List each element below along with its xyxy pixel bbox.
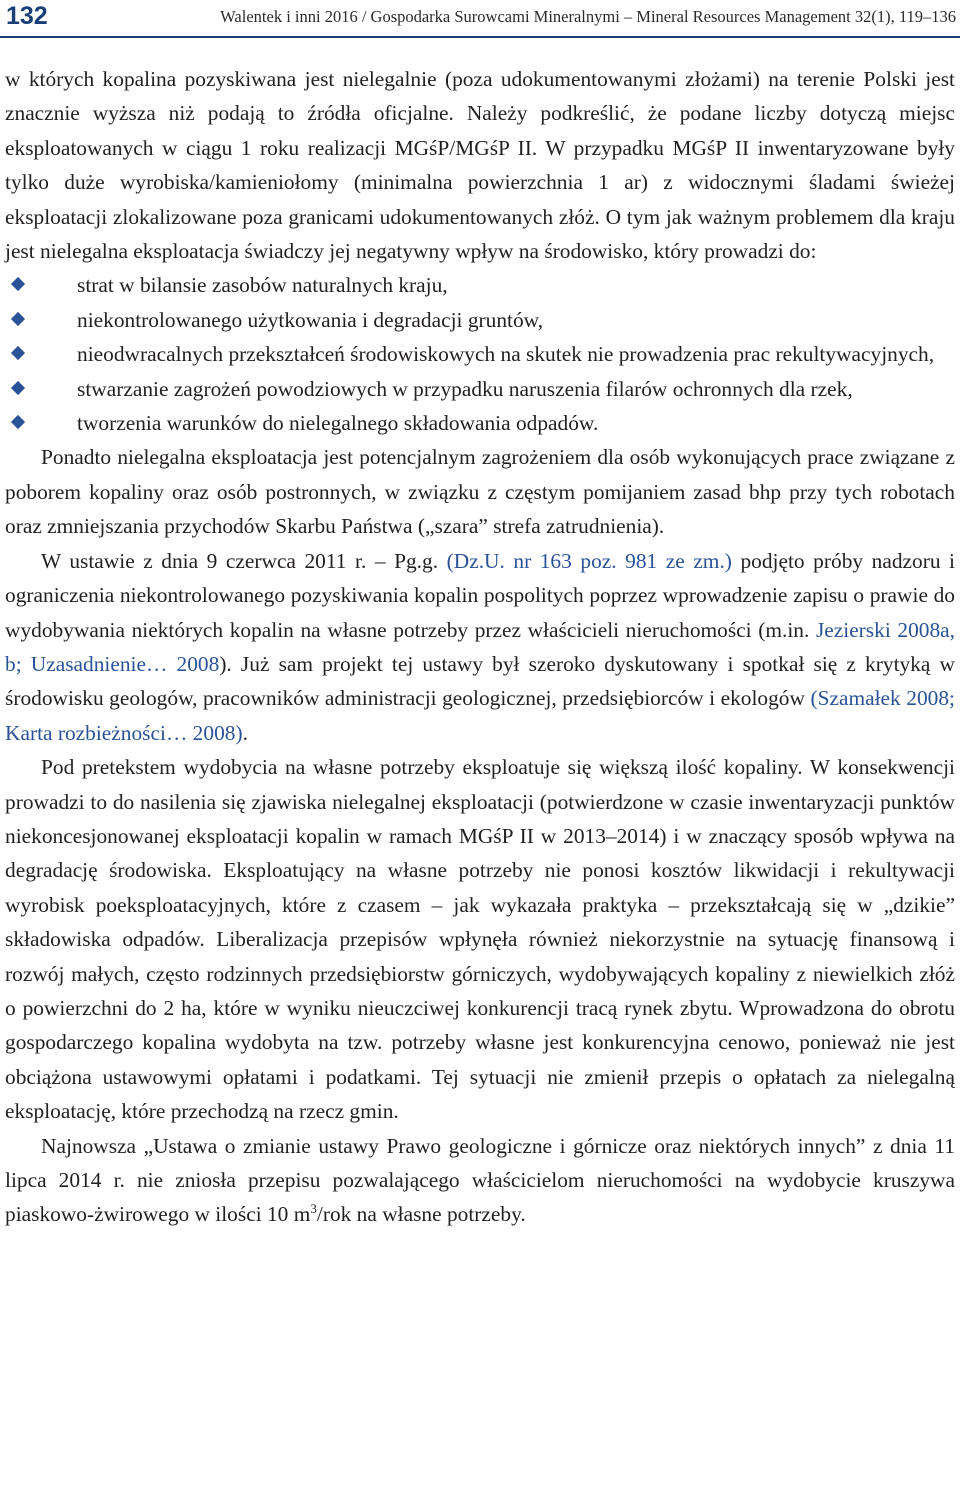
running-title: Walentek i inni 2016 / Gospodarka Surowcami Mineralnymi – Mineral Resources Management 32(1), 119–136 bbox=[220, 7, 956, 26]
paragraph-text: Najnowsza „Ustawa o zmianie ustawy Prawo geologiczne i górnicze oraz niektórych innych” z dnia 11 lipca 2014 r. nie zniosła przepisu pozwalającego właścicielom nieruchomości na wydobycie kruszywa piaskowo-żwirowego w ilości 10 m bbox=[5, 1133, 955, 1227]
paragraph: w których kopalina pozyskiwana jest nielegalnie (poza udokumentowanymi złożami) na terenie Polski jest znacznie wyższa niż podają to źródła oficjalne. Należy podkreślić, że podane liczby dotyczą miejsc eksploatowanych w ciągu 1 roku realizacji MGśP/MGśP II. W przypadku MGśP II inwentaryzowane były tylko duże wyrobiska/kamieniołomy (minimalna powierzchnia 1 ar) z widocznymi śladami świeżej eksploatacji zlokalizowane poza granicami udokumentowanych złóż. O tym jak ważnym problemem dla kraju jest nielegalna eksploatacja świadczy jej negatywny wpływ na środowisko, który prowadzi do: bbox=[5, 67, 955, 264]
diamond-bullet-icon bbox=[11, 312, 25, 326]
superscript: 3 bbox=[310, 1201, 317, 1217]
paragraph bbox=[5, 544, 955, 750]
paragraph-text: ). Już sam projekt tej ustawy był szeroko dyskutowany i spotkał się z krytyką w środowisku geologów, pracowników administracji geologicznej, przedsiębiorców i ekologów bbox=[5, 651, 955, 711]
bullet-item bbox=[77, 268, 955, 302]
diamond-bullet-icon bbox=[11, 346, 25, 360]
paragraph: Pod pretekstem wydobycia na własne potrzeby eksploatuje się większą ilość kopaliny. W konsekwencji prowadzi to do nasilenia się zjawiska nielegalnej eksploatacji (potwierdzone w czasie inwentaryzacji punktów niekoncesjonowanej eksploatacji kopalin w ramach MGśP II w 2013–2014) i w znaczący sposób wpływa na degradację środowiska. Eksploatujący na własne potrzeby nie ponosi kosztów likwidacji i rekultywacji wyrobisk poeksploatacyjnych, które z czasem – jak wykazała praktyka – przekształcają się w „dzikie” składowiska odpadów. Liberalizacja przepisów wpłynęła również niekorzystnie na sytuację finansową i rozwój małych, często rodzinnych przedsiębiorstw górniczych, wydobywających kopaliny z niewielkich złóż o powierzchni do 2 ha, które w wyniku nieuczciwej konkurencji tracą rynek zbytu. Wprowadzona do obrotu gospodarczego kopalina wydobyta na tzw. potrzeby własne jest konkurencyjna cenowo, ponieważ nie jest obciążona ustawowymi opłatami i podatkami. Tej sytuacji nie zmienił przepis o opłatach za nielegalną eksploatację, które przechodzą na rzecz gmin. bbox=[5, 755, 955, 1124]
diamond-bullet-icon bbox=[11, 415, 25, 429]
bullet-text: niekontrolowanego użytkowania i degradacji gruntów, bbox=[77, 307, 544, 332]
paragraph bbox=[5, 1129, 955, 1232]
diamond-bullet-icon bbox=[11, 381, 25, 395]
paragraph: Ponadto nielegalna eksploatacja jest potencjalnym zagrożeniem dla osób wykonujących prace związane z poborem kopaliny oraz osób postronnych, w związku z częstym pomijaniem zasad bhp przy tych robotach oraz zmniejszania przychodów Skarbu Państwa („szara” strefa zatrudnienia). bbox=[5, 445, 955, 539]
citation-link[interactable]: (Dz.U. nr 163 poz. 981 ze zm.) bbox=[446, 548, 732, 573]
bullet-text: strat w bilansie zasobów naturalnych kraju, bbox=[77, 273, 448, 298]
diamond-bullet-icon bbox=[11, 277, 25, 291]
bullet-item bbox=[77, 406, 955, 440]
page-header bbox=[0, 0, 960, 36]
paragraph-text: W ustawie z dnia 9 czerwca 2011 r. – Pg.g. bbox=[41, 548, 447, 573]
bullet-text: nieodwracalnych przekształceń środowiskowych na skutek nie prowadzenia prac rekultywacyjnych, bbox=[77, 342, 935, 367]
body-text bbox=[5, 62, 955, 1232]
header-rule bbox=[0, 36, 960, 38]
paragraph-text: podjęto próby nadzoru i ograniczenia niekontrolowanego pozyskiwania kopalin pospolitych poprzez wprowadzenie zapisu o prawie do wydobywania niektórych kopalin na własne potrzeby przez właścicieli nieruchomości (m.in. bbox=[5, 548, 956, 642]
citation-link[interactable]: Jezierski 2008a, b; Uzasadnienie… 2008 bbox=[5, 617, 956, 676]
bullet-text: tworzenia warunków do nielegalnego składowania odpadów. bbox=[77, 411, 599, 436]
citation-link[interactable]: (Szamałek 2008; Karta rozbieżności… 2008) bbox=[5, 686, 955, 745]
bullet-text: stwarzanie zagrożeń powodziowych w przypadku naruszenia filarów ochronnych dla rzek, bbox=[77, 376, 853, 401]
bullet-item bbox=[77, 372, 955, 406]
paragraph-text: /rok na własne potrzeby. bbox=[316, 1202, 526, 1227]
page-number: 132 bbox=[6, 2, 48, 30]
bullet-list bbox=[5, 268, 955, 440]
bullet-item bbox=[77, 337, 955, 371]
bullet-item bbox=[77, 303, 955, 337]
paragraph-text: . bbox=[242, 720, 248, 745]
